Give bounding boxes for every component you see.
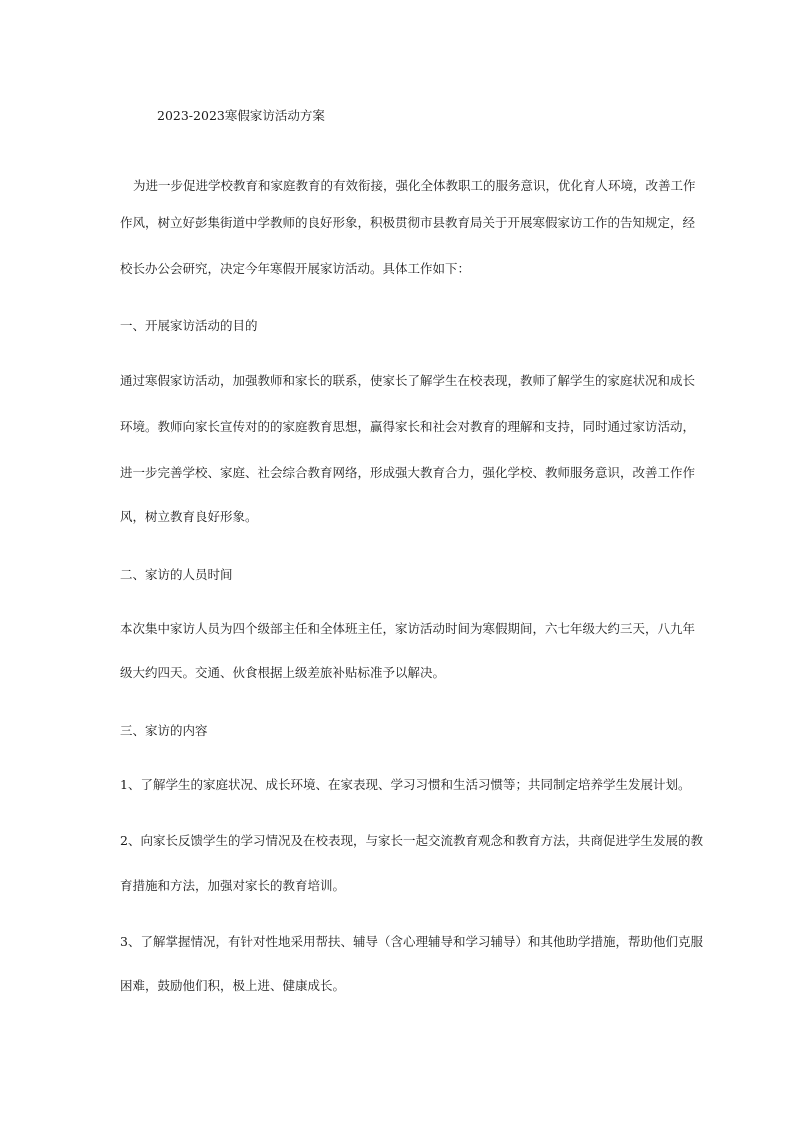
list-item: 1、了解学生的家庭状况、成长环境、在家表现、学习习惯和生活习惯等；共同制定培养学生发展计划。 — [120, 777, 691, 792]
paragraph-line: 环境。教师向家长宣传对的的家庭教育思想，赢得家长和社会对教育的理解和支持，同时通过家访活动， — [120, 419, 696, 434]
paragraph-line: 本次集中家访人员为四个级部主任和全体班主任，家访活动时间为寒假期间，六七年级大约三天，八九年 — [120, 621, 696, 636]
section-heading: 二、家访的人员时间 — [120, 567, 233, 582]
list-item-continuation: 育措施和方法，加强对家长的教育培训。 — [120, 878, 346, 893]
paragraph-line: 通过寒假家访活动，加强教师和家长的联系，使家长了解学生在校表现，教师了解学生的家庭状况和成长 — [120, 373, 696, 388]
section-heading: 一、开展家访活动的目的 — [120, 318, 258, 333]
paragraph-line: 进一步完善学校、家庭、社会综合教育网络，形成强大教育合力，强化学校、教师服务意识，改善工作作 — [120, 465, 696, 480]
paragraph-line: 风，树立教育良好形象。 — [120, 509, 258, 524]
paragraph-line: 校长办公会研究，决定今年寒假开展家访活动。具体工作如下： — [120, 261, 471, 276]
paragraph-line: 为进一步促进学校教育和家庭教育的有效衔接，强化全体教职工的服务意识，优化育人环境，改善工作 — [133, 178, 696, 193]
list-item-continuation: 困难，鼓励他们积，极上进、健康成长。 — [120, 978, 346, 993]
document-title: 2023-2023寒假家访活动方案 — [157, 108, 325, 123]
list-item: 2、向家长反馈学生的学习情况及在校表现，与家长一起交流教育观念和教育方法，共商促进学生发展的教 — [120, 833, 703, 848]
section-heading: 三、家访的内容 — [120, 723, 208, 738]
paragraph-line: 作风，树立好彭集街道中学教师的良好形象，积极贯彻市县教育局关于开展寒假家访工作的告知规定，经 — [120, 215, 696, 230]
list-item: 3、了解掌握情况，有针对性地采用帮扶、辅导（含心理辅导和学习辅导）和其他助学措施，帮助他们克服 — [120, 934, 703, 949]
paragraph-line: 级大约四天。交通、伙食根据上级差旅补贴标准予以解决。 — [120, 665, 446, 680]
